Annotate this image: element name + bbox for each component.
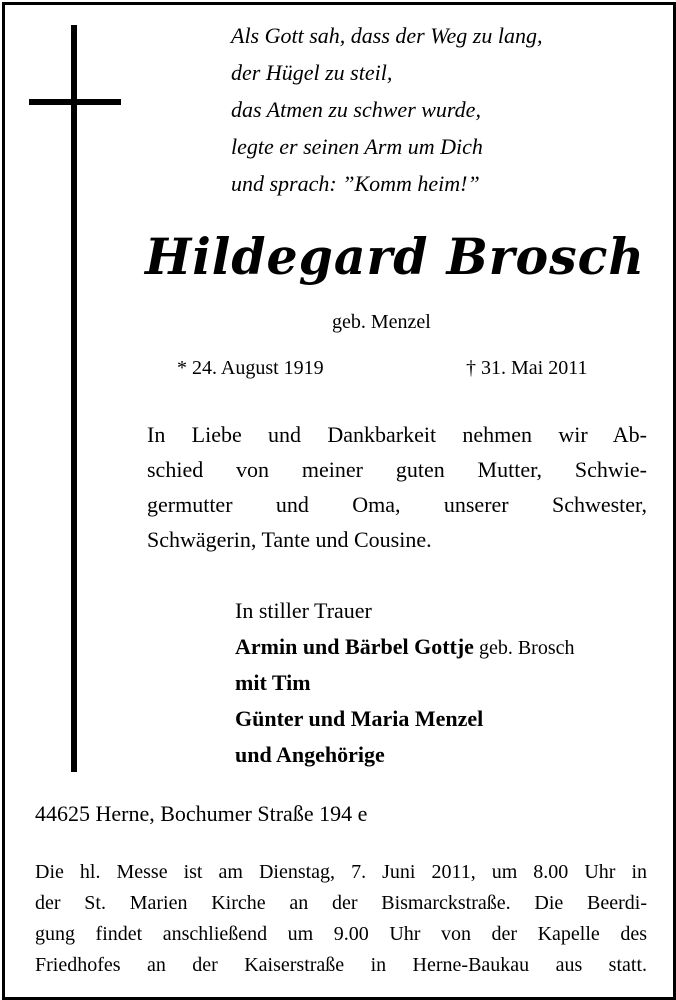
farewell-line: schied von meiner guten Mutter, Schwie-: [147, 457, 647, 482]
mourner-line: Günter und Maria Menzel: [235, 706, 484, 731]
address: 44625 Herne, Bochumer Straße 194 e: [35, 801, 368, 826]
born-name: geb. Menzel: [332, 311, 431, 333]
service-line: Friedhofes an der Kaiserstraße in Herne-Baukau aus statt.: [35, 954, 647, 976]
poem-line: das Atmen zu schwer wurde,: [231, 97, 481, 122]
poem-line: Als Gott sah, dass der Weg zu lang,: [231, 23, 543, 48]
farewell-line: germutter und Oma, unserer Schwester,: [147, 492, 647, 517]
mourner-line: mit Tim: [235, 670, 311, 695]
mourners: [235, 593, 575, 773]
cross-icon-bar: [29, 99, 121, 105]
cross-icon: [71, 25, 77, 772]
mourner-line: und Angehörige: [235, 742, 385, 767]
service-line: Die hl. Messe ist am Dienstag, 7. Juni 2011, um 8.00 Uhr in: [35, 861, 647, 883]
death-date: † 31. Mai 2011: [466, 357, 588, 379]
poem-line: der Hügel zu steil,: [231, 60, 393, 85]
mourner-note: geb. Brosch: [473, 637, 575, 659]
farewell-line: Schwägerin, Tante und Cousine.: [147, 527, 432, 552]
poem-line: legte er seinen Arm um Dich: [231, 134, 483, 159]
poem: [231, 17, 542, 202]
mourners-intro: In stiller Trauer: [235, 598, 372, 623]
service-line: der St. Marien Kirche an der Bismarckstraße. Die Beerdi-: [35, 892, 647, 914]
mourner-names: Armin und Bärbel Gottje: [235, 634, 474, 659]
deceased-name: Hildegard Brosch: [145, 227, 645, 286]
mourner-line: [235, 629, 575, 665]
service-line: gung findet anschließend um 9.00 Uhr von der Kapelle des: [35, 923, 647, 945]
service-info: [35, 857, 647, 981]
farewell-line: In Liebe und Dankbarkeit nehmen wir Ab-: [147, 422, 647, 447]
obituary-notice: [2, 2, 676, 1000]
birth-date: * 24. August 1919: [177, 357, 324, 379]
poem-line: und sprach: ”Komm heim!”: [231, 171, 480, 196]
farewell-text: [147, 417, 647, 557]
